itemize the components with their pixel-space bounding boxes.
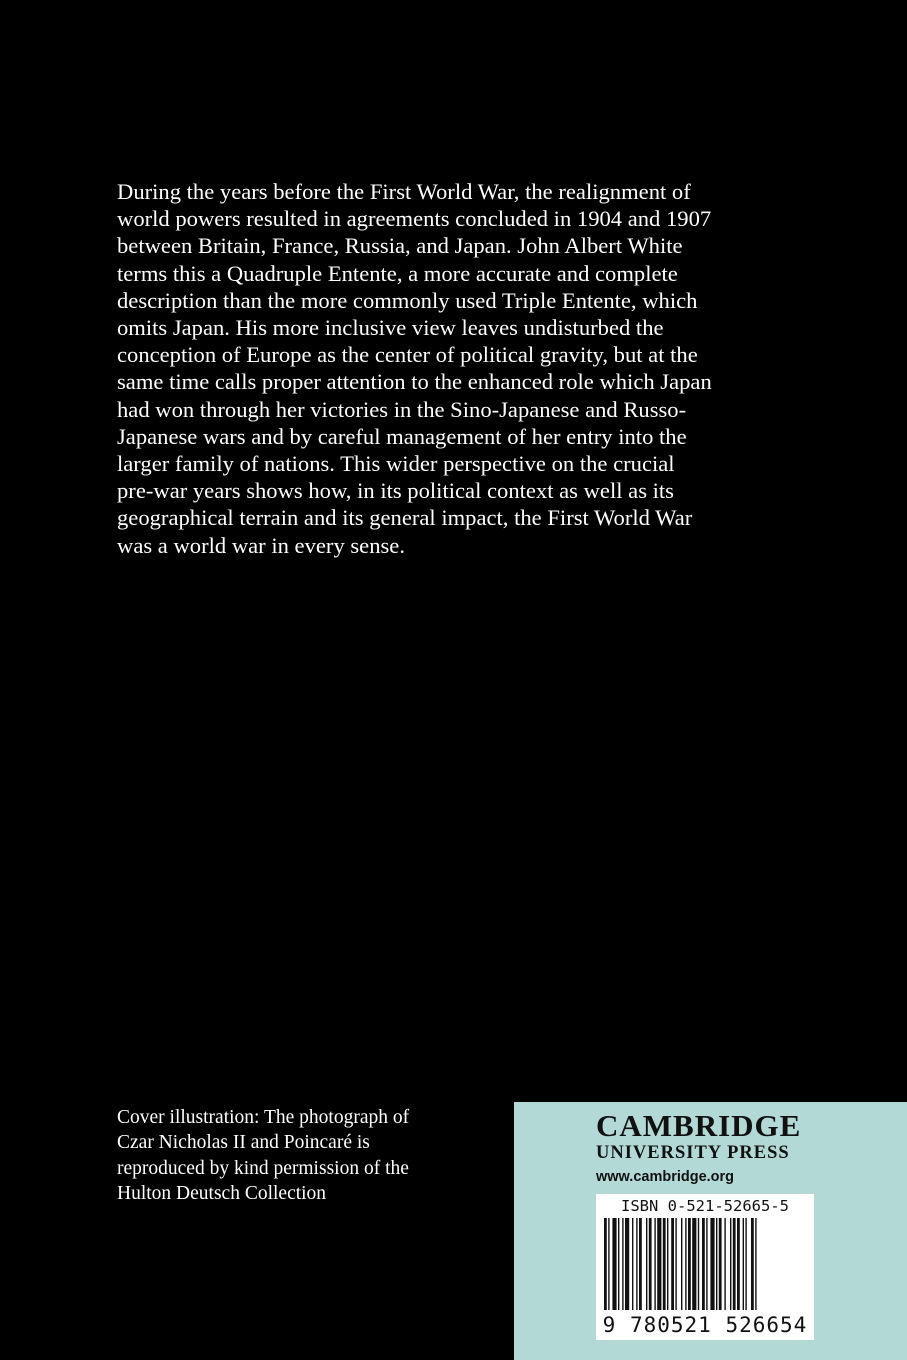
barcode-bar: [618, 1218, 619, 1310]
barcode-bar: [639, 1218, 642, 1310]
barcode-bar: [671, 1218, 674, 1310]
blurb-line: geographical terrain and its general impact, the First World War: [117, 505, 693, 531]
barcode-bar: [692, 1218, 696, 1310]
barcode-bar: [654, 1218, 655, 1310]
barcode-bar: [667, 1218, 668, 1310]
credit-line: Czar Nicholas II and Poincaré is: [117, 1132, 370, 1154]
blurb-line: between Britain, France, Russia, and Japan. John Albert White: [117, 233, 683, 259]
credit-line: reproduced by kind permission of the: [117, 1157, 409, 1179]
barcode-bar: [604, 1218, 607, 1310]
barcode-bar: [663, 1218, 666, 1310]
publisher-name: CAMBRIDGE: [596, 1108, 802, 1143]
barcode-bar: [743, 1218, 744, 1310]
blurb-text: [117, 178, 767, 559]
publisher-subname: UNIVERSITY PRESS: [596, 1143, 790, 1163]
barcode-bar: [737, 1218, 740, 1310]
barcode-bar: [688, 1218, 691, 1310]
barcode-bar: [706, 1218, 707, 1310]
barcode-bar: [724, 1218, 725, 1310]
barcode-bar: [685, 1218, 686, 1310]
barcode-bar: [649, 1218, 652, 1310]
credit-line: Cover illustration: The photograph of: [117, 1107, 410, 1128]
barcode-bar: [719, 1218, 722, 1310]
barcode-box: [596, 1194, 814, 1340]
blurb-line: pre-war years shows how, in its political context as well as its: [117, 478, 674, 504]
blurb-line: same time calls proper attention to the enhanced role which Japan: [117, 369, 712, 395]
blurb-line: conception of Europe as the center of political gravity, but at the: [117, 342, 698, 368]
blurb-line: omits Japan. His more inclusive view leaves undisturbed the: [117, 315, 664, 341]
barcode-icon: [596, 1218, 814, 1314]
publisher-panel: [514, 1102, 907, 1360]
barcode-bar: [702, 1218, 705, 1310]
barcode-bar: [622, 1218, 623, 1310]
barcode-bar: [733, 1218, 736, 1310]
blurb-line: had won through her victories in the Sino-Japanese and Russo-: [117, 396, 687, 422]
blurb-line: world powers resulted in agreements concluded in 1904 and 1907: [117, 206, 712, 232]
blurb-line: During the years before the First World War, the realignment of: [117, 179, 691, 204]
ean-number: 9 780521 526654: [602, 1313, 808, 1337]
credit-line: Hulton Deutsch Collection: [117, 1182, 327, 1204]
barcode-bar: [755, 1218, 756, 1310]
publisher-url: www.cambridge.org: [596, 1169, 735, 1185]
barcode-bar: [716, 1218, 717, 1310]
barcode-bar: [698, 1218, 699, 1310]
barcode-bar: [636, 1218, 637, 1310]
barcode-bar: [681, 1218, 682, 1310]
barcode-bar: [632, 1218, 633, 1310]
barcode-bar: [608, 1218, 609, 1310]
barcode-bar: [625, 1218, 629, 1310]
barcode-bar: [745, 1218, 746, 1310]
barcode-bar: [710, 1218, 714, 1310]
barcode-bar: [646, 1218, 647, 1310]
blurb-line: larger family of nations. This wider perspective on the crucial: [117, 451, 675, 477]
barcode-bar: [730, 1218, 731, 1310]
barcode-bar: [751, 1218, 754, 1310]
barcode-bar: [675, 1218, 676, 1310]
blurb-line: terms this a Quadruple Entente, a more accurate and complete: [117, 260, 678, 286]
isbn-label: ISBN 0-521-52665-5: [621, 1197, 789, 1215]
barcode-bar: [612, 1218, 616, 1310]
barcode-bar: [657, 1218, 661, 1310]
blurb-line: Japanese wars and by careful management of her entry into the: [117, 423, 687, 449]
blurb-line: was a world war in every sense.: [117, 532, 405, 558]
blurb-line: description than the more commonly used Triple Entente, which: [117, 287, 698, 313]
cover-illustration-credit: [117, 1105, 497, 1206]
